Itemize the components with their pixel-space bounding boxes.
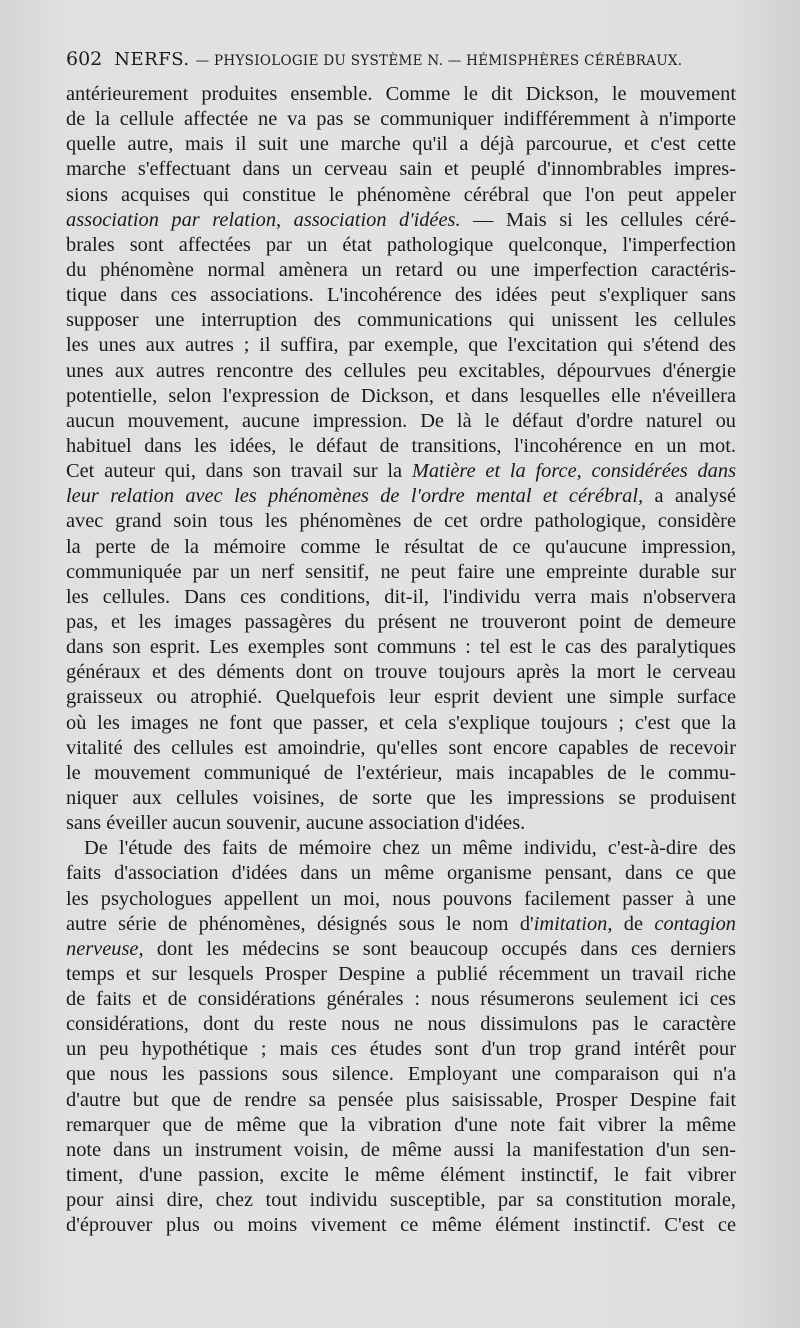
text-line: faits d'association d'idées dans un même organisme pensant, dans ce que (66, 862, 736, 885)
text-line: brales sont affectées par un état pathologique quelconque, l'imperfection (66, 233, 736, 256)
text-line: graisseux ou atrophié. Quelquefois leur esprit devient une simple surface (66, 686, 736, 709)
text-line: antérieurement produites ensemble. Comme le dit Dickson, le mouvement (66, 83, 736, 105)
text-line: communiquée par un nerf sensitif, ne peut faire une empreinte durable sur (66, 560, 736, 583)
text-line: dans son esprit. Les exemples sont communs : tel est le cas des paralytiques (66, 636, 736, 659)
text-line: de la cellule affectée ne va pas se communiquer indifféremment à n'importe (66, 108, 736, 131)
text-line: où les images ne font que passer, et cela s'explique toujours ; c'est que la (66, 711, 736, 734)
text-line: généraux et des déments dont on trouve toujours après la mort le cerveau (66, 661, 736, 684)
text-line: tique dans ces associations. L'incohérence des idées peut s'expliquer sans (66, 284, 736, 307)
text-line: vitalité des cellules est amoindrie, qu'elles sont encore capables de recevoir (66, 736, 736, 759)
text-line: le mouvement communiqué de l'extérieur, mais incapables de le commu- (66, 761, 736, 784)
text-line: leur relation avec les phénomènes de l'ordre mental et cérébral, a analysé (66, 485, 736, 508)
text-line: du phénomène normal amènera un retard ou une imperfection caractéris- (66, 258, 736, 281)
text-line: unes aux autres rencontre des cellules peu excitables, dépourvues d'énergie (66, 359, 736, 382)
text-line: un peu hypothétique ; mais ces études sont d'un trop grand intérêt pour (66, 1038, 736, 1061)
body-text (66, 82, 736, 1238)
text-line: temps et sur lesquels Prosper Despine a publié récemment un travail riche (66, 962, 736, 985)
text-line: autre série de phénomènes, désignés sous le nom d'imitation, de contagion (66, 912, 736, 935)
text-line: timent, d'une passion, excite le même élément instinctif, le fait vibrer (66, 1164, 736, 1187)
header-subtitle: — PHYSIOLOGIE DU SYSTÈME N. — HÉMISPHÈRES CÉRÉBRAUX. (195, 53, 683, 69)
text-line: les psychologues appellent un moi, nous pouvons facilement passer à une (66, 887, 736, 910)
text-line: avec grand soin tous les phénomènes de cet ordre pathologique, considère (66, 510, 736, 533)
text-line: de faits et de considérations générales : nous résumerons seulement ici ces (66, 988, 736, 1011)
text-line: les cellules. Dans ces conditions, dit-il, l'individu verra mais n'observera (66, 585, 736, 608)
text-line: note dans un instrument voisin, de même aussi la manifestation d'un sen- (66, 1138, 736, 1161)
text-line: d'éprouver plus ou moins vivement ce même élément instinctif. C'est ce (66, 1214, 736, 1237)
text-line: la perte de la mémoire comme le résultat de ce qu'aucune impression, (66, 535, 736, 558)
text-line: association par relation, association d'idées. — Mais si les cellules céré- (66, 208, 736, 231)
text-line: potentielle, selon l'expression de Dickson, et dans lesquelles elle n'éveillera (66, 384, 736, 407)
text-line: nerveuse, dont les médecins se sont beaucoup occupés dans ces derniers (66, 937, 736, 960)
running-header (66, 48, 736, 70)
text-line: niquer aux cellules voisines, de sorte que les impressions se produisent (66, 786, 736, 809)
text-line: d'autre but que de rendre sa pensée plus saisissable, Prosper Despine fait (66, 1088, 736, 1111)
text-line: que nous les passions sous silence. Employant une comparaison qui n'a (66, 1063, 736, 1086)
text-line: marche s'effectuant dans un cerveau sain et peuplé d'innombrables impres- (66, 158, 736, 181)
text-line: supposer une interruption des communications qui unissent les cellules (66, 309, 736, 332)
text-line: Cet auteur qui, dans son travail sur la Matière et la force, considérées dans (66, 460, 736, 483)
page-number: 602 (66, 48, 103, 70)
text-line: remarquer que de même que la vibration d'une note fait vibrer la même (66, 1113, 736, 1136)
text-line: quelle autre, mais il suit une marche qu'il a déjà parcourue, et c'est cette (66, 133, 736, 156)
text-line: considérations, dont du reste nous ne nous dissimulons pas le caractère (66, 1013, 736, 1036)
text-line: les unes aux autres ; il suffira, par exemple, que l'excitation qui s'étend des (66, 334, 736, 357)
text-line: pas, et les images passagères du présent ne trouveront point de demeure (66, 610, 736, 633)
text-line: pour ainsi dire, chez tout individu susceptible, par sa constitution morale, (66, 1189, 736, 1212)
text-line: aucun mouvement, aucune impression. De là le défaut d'ordre naturel ou (66, 409, 736, 432)
header-title: NERFS. (114, 49, 190, 70)
text-line: sans éveiller aucun souvenir, aucune association d'idées. (66, 812, 526, 835)
text-line: De l'étude des faits de mémoire chez un même individu, c'est-à-dire des (84, 837, 736, 860)
text-line: habituel dans les idées, le défaut de transitions, l'incohérence en un mot. (66, 434, 736, 457)
text-line: sions acquises qui constitue le phénomène cérébral que l'on peut appeler (66, 183, 736, 206)
